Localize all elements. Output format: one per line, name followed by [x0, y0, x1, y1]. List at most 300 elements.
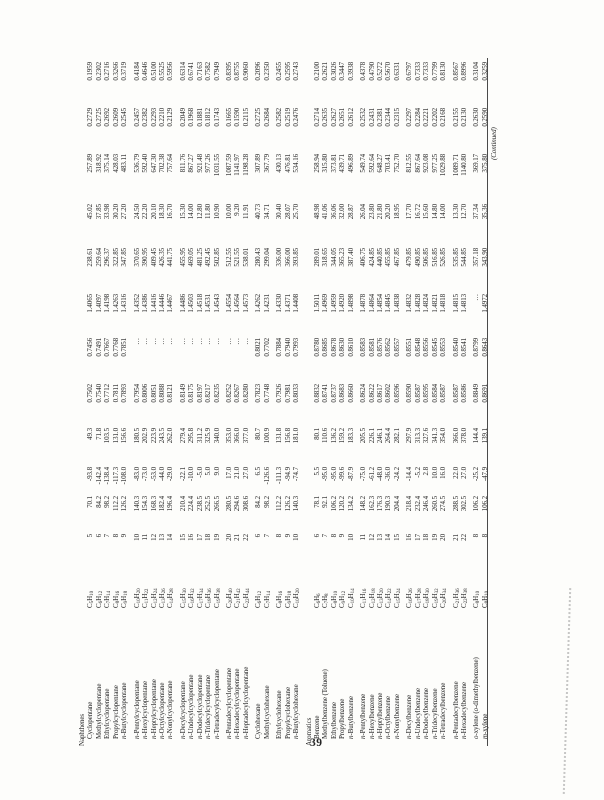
cell-formula: $C_{16}H_{26}$ — [405, 588, 415, 608]
table-row — [213, 58, 221, 746]
cell-vc: 921.48 — [195, 154, 204, 173]
cell-tb: 139.1 — [480, 428, 489, 444]
cell-vc: 534.16 — [292, 154, 301, 173]
cell-nc: 10 — [346, 534, 355, 541]
cell-tf: -5.0 — [195, 467, 204, 478]
cell-d: 0.8553 — [439, 338, 448, 357]
cell-n: 1.4330 — [275, 294, 284, 313]
cell-d: … — [241, 338, 250, 345]
cell-compound-name: n-Nonylcyclopentane — [166, 680, 175, 739]
cell-vc: 923.08 — [422, 154, 431, 173]
cell-sg: 0.7748 — [262, 384, 271, 403]
cell-n: 1.4518 — [195, 294, 204, 313]
cell-formula: $C_{14}H_{28}$ — [166, 588, 176, 608]
table-row — [368, 58, 376, 746]
cell-compound-name: Propylcyclohexane — [283, 687, 292, 739]
table-row — [196, 58, 204, 746]
cell-m: 140.3 — [292, 496, 301, 512]
cell-compound-name: n-Heptadecylcyclopentane — [241, 666, 250, 739]
cell-m: 106.2 — [480, 496, 489, 512]
cell-sg: 0.8587 — [439, 384, 448, 403]
cell-n: 1.4824 — [422, 294, 431, 313]
cell-zc: 0.2284 — [413, 108, 422, 127]
cell-tf: -94.9 — [283, 467, 292, 482]
cell-tc: 479.85 — [405, 248, 414, 267]
cell-compound-name: Ethylcyclohexane — [275, 690, 284, 739]
cell-zc: 0.2381 — [376, 108, 384, 127]
cell-d: … — [149, 338, 158, 345]
cell-compound-name: Cyclohexane — [254, 703, 263, 739]
table-row — [120, 58, 128, 746]
cell-nc: 18 — [422, 534, 431, 541]
cell-w: 0.1959 — [86, 62, 95, 81]
cell-compound-name: m-xylene — [480, 713, 489, 739]
cell-pc: 40.73 — [254, 204, 263, 220]
cell-n: 1.4554 — [225, 294, 233, 313]
cell-tb: 181.0 — [292, 428, 301, 444]
cell-compound-name: n-Pentadecylbenzene — [451, 681, 460, 739]
cell-n: 1.4813 — [459, 294, 468, 313]
cell-vc: 430.13 — [275, 154, 284, 173]
cell-sg: 0.8252 — [225, 384, 233, 403]
cell-tf: 5.5 — [312, 467, 321, 476]
cell-sg: 0.7981 — [283, 384, 292, 403]
cell-compound-name: n-Tetradecylcyclopentane — [212, 669, 221, 739]
cell-tb: 226.1 — [367, 428, 376, 444]
cell-n: 1.4969 — [321, 294, 330, 313]
cell-tf: 22.0 — [451, 467, 460, 479]
cell-vc: 1031.55 — [212, 154, 221, 177]
cell-tc: 424.85 — [367, 248, 376, 267]
cell-nc: 8 — [275, 534, 284, 538]
cell-tb: 279.4 — [178, 428, 187, 444]
cell-sg: 0.8683 — [338, 384, 347, 403]
table-row — [384, 58, 392, 746]
cell-sg: 0.8235 — [212, 384, 221, 403]
cell-compound-name: n-Dodecylbenzene — [422, 688, 431, 739]
cell-d: … — [178, 338, 187, 345]
cell-pc: 16.70 — [166, 204, 175, 220]
cell-w: 0.5272 — [376, 62, 384, 81]
cell-pc: 17.70 — [405, 204, 414, 220]
table-row — [338, 58, 346, 746]
cell-nc: 8 — [472, 534, 481, 538]
cell-d: 0.8581 — [367, 338, 376, 357]
cell-tc: 481.25 — [195, 248, 204, 267]
cell-compound-name: n-Undecylcyclopentane — [187, 674, 196, 739]
cell-zc: 0.1881 — [195, 108, 204, 127]
cell-d: 0.7456 — [86, 338, 95, 357]
cell-sg: 0.8217 — [204, 384, 213, 403]
table-row — [376, 58, 384, 746]
cell-w: 0.2302 — [94, 62, 103, 81]
group-gap — [489, 58, 493, 746]
cell-vc: 592.64 — [367, 154, 376, 173]
cell-vc: 369.17 — [472, 154, 481, 173]
cell-m: 154.3 — [141, 496, 150, 512]
cell-m: 168.3 — [149, 496, 158, 512]
cell-nc: 7 — [262, 534, 271, 538]
cell-tc: 344.05 — [329, 248, 338, 267]
cell-vc: 428.03 — [111, 154, 120, 173]
cell-formula: $C_{15}H_{30}$ — [178, 588, 188, 608]
cell-d: 0.8678 — [329, 338, 338, 357]
cell-tf: 21.0 — [233, 467, 242, 479]
cell-zc: 0.2049 — [178, 108, 187, 127]
table-row — [112, 58, 120, 746]
cell-n: 1.4854 — [376, 294, 384, 313]
cell-tf: 16.0 — [439, 467, 448, 479]
cell-zc: 0.1812 — [204, 108, 213, 127]
cell-d: 0.8780 — [312, 338, 321, 357]
cell-tf: -99.6 — [338, 467, 347, 482]
cell-tb: 156.8 — [283, 428, 292, 444]
cell-tc: 299.04 — [262, 248, 271, 267]
cell-w: 0.2100 — [312, 62, 321, 81]
cell-m: 126.2 — [120, 496, 129, 512]
cell-pc: 18.95 — [392, 204, 401, 220]
cell-pc: 18.30 — [157, 204, 166, 220]
cell-formula: $C_{12}H_{18}$ — [367, 588, 377, 608]
cell-w: 0.2743 — [292, 62, 301, 81]
cell-tf: -138.4 — [103, 467, 112, 485]
cell-sg: 0.8622 — [367, 384, 376, 403]
cell-m: 274.5 — [439, 496, 448, 512]
cell-n: 1.4352 — [132, 294, 141, 313]
table-row — [284, 58, 292, 746]
cell-pc: 30.40 — [275, 204, 284, 220]
cell-nc: 18 — [204, 534, 213, 541]
cell-sg: 0.7540 — [94, 384, 103, 403]
cell-n: 1.4838 — [392, 294, 401, 313]
cell-tc: 506.85 — [422, 248, 431, 267]
cell-m: 106.2 — [329, 496, 338, 512]
cell-nc: 20 — [225, 534, 233, 541]
cell-formula: $C_8H_{10}$ — [329, 590, 339, 608]
cell-sg: 0.7926 — [275, 384, 284, 403]
cell-d: 0.7851 — [120, 338, 129, 357]
cell-nc: 11 — [359, 534, 368, 541]
cell-w: 0.5525 — [157, 62, 166, 81]
cell-tc: 343.90 — [480, 248, 489, 267]
cell-w: 0.4646 — [141, 62, 150, 81]
cell-tb: 377.0 — [241, 428, 250, 444]
cell-tb: 311.2 — [195, 428, 204, 443]
cell-formula: $C_8H_{16}$ — [111, 590, 121, 608]
table-row — [141, 58, 149, 746]
cell-compound-name: n-Pentadecylcyclopentane — [225, 667, 233, 739]
table-row — [359, 58, 367, 746]
table-row — [321, 58, 329, 746]
cell-sg: 0.8280 — [241, 384, 250, 403]
cell-d: … — [225, 338, 233, 345]
cell-nc: 6 — [254, 534, 263, 538]
cell-m: 70.1 — [86, 496, 95, 508]
cell-formula: $C_{13}H_{26}$ — [157, 588, 168, 608]
cell-zc: 0.1968 — [187, 108, 196, 127]
cell-n: 1.4097 — [94, 294, 103, 313]
cell-d: 0.8583 — [359, 338, 368, 357]
cell-sg: 0.8587 — [413, 384, 422, 403]
cell-m: 92.1 — [321, 496, 330, 508]
cell-tb: 100.9 — [262, 428, 271, 444]
cell-w: 0.6331 — [392, 62, 401, 81]
cell-tb: 353.0 — [225, 428, 233, 444]
cell-w: 0.8395 — [225, 62, 233, 81]
cell-pc: 45.02 — [86, 204, 95, 220]
cell-w: 0.2621 — [321, 62, 330, 81]
cell-zc: 0.2590 — [480, 108, 489, 127]
cell-n: 1.4845 — [384, 294, 393, 313]
cell-tc: 280.43 — [254, 248, 263, 267]
cell-zc: 0.2725 — [254, 108, 263, 127]
cell-sg: 0.8033 — [292, 384, 301, 403]
cell-vc: 1198.28 — [241, 154, 250, 176]
cell-m: 288.5 — [451, 496, 460, 512]
cell-m: 134.2 — [346, 496, 355, 512]
cell-d: 0.7993 — [292, 338, 301, 357]
cell-tb: 180.5 — [132, 428, 141, 444]
cell-m: 162.3 — [367, 496, 376, 512]
section-header-aromatics — [305, 58, 313, 746]
cell-tf: -24.2 — [392, 467, 401, 482]
cell-nc: 10 — [292, 534, 301, 541]
cell-n: 1.4486 — [178, 294, 187, 313]
cell-sg: 0.8088 — [157, 384, 166, 403]
cell-tb: 366.0 — [451, 428, 460, 444]
cell-nc: 22 — [241, 534, 250, 541]
cell-sg: 0.7502 — [86, 384, 95, 403]
cell-m: 218.4 — [405, 496, 414, 512]
cell-m: 224.4 — [187, 496, 196, 512]
cell-compound-name: n-Heptylbenzene — [376, 692, 384, 739]
cell-zc: 0.2210 — [157, 108, 166, 127]
cell-m: 252.5 — [204, 496, 213, 512]
cell-tb: 262.0 — [166, 428, 175, 444]
cell-vc: 483.11 — [120, 154, 129, 173]
cell-zc: 0.2714 — [312, 108, 321, 127]
cell-vc: 1029.88 — [439, 154, 448, 177]
cell-tf: -111.3 — [275, 467, 284, 484]
cell-zc: 0.2130 — [459, 108, 468, 127]
cell-w: 0.4790 — [367, 62, 376, 81]
cell-nc: 6 — [94, 534, 103, 538]
cell-nc: 6 — [312, 534, 321, 538]
cell-sg: 0.8006 — [141, 384, 150, 403]
cell-compound-name: Ethylcyclopentane — [103, 688, 112, 739]
cell-formula: $C_{11}H_{16}$ — [359, 588, 369, 608]
cell-compound-name: n-Hexadecylbenzene — [459, 682, 468, 739]
cell-zc: 0.2221 — [422, 108, 431, 127]
table-row — [158, 58, 166, 746]
cell-tc: 467.85 — [392, 248, 401, 267]
cell-compound-name: n-Dodecylcyclopentane — [195, 674, 204, 739]
cell-vc: 757.64 — [166, 154, 175, 173]
cell-vc: 1087.59 — [225, 154, 233, 177]
cell-formula: $C_{20}H_{34}$ — [439, 588, 449, 608]
cell-pc: 37.34 — [472, 204, 481, 220]
cell-w: 0.8996 — [459, 62, 468, 81]
cell-d: 0.8610 — [346, 338, 355, 357]
cell-nc: 15 — [178, 534, 187, 541]
cell-formula: $C_8H_{16}$ — [275, 590, 285, 608]
cell-n: 1.4821 — [430, 294, 439, 313]
cell-nc: 9 — [338, 534, 347, 538]
cell-vc: 592.40 — [141, 154, 150, 173]
cell-m: 246.4 — [422, 496, 431, 512]
cell-tc: 365.23 — [338, 248, 347, 267]
cell-zc: 0.2651 — [338, 108, 347, 127]
cell-tf: 27.0 — [241, 467, 250, 479]
cell-formula: $C_6H_{12}$ — [94, 590, 104, 608]
cell-formula: $C_{10}H_{20}$ — [292, 588, 302, 608]
cell-tc: 455.85 — [384, 248, 393, 267]
cell-d: 0.8556 — [422, 338, 431, 357]
cell-pc: 34.71 — [262, 204, 271, 220]
cell-formula: $C_{22}H_{44}$ — [241, 588, 251, 608]
cell-tb: 80.1 — [312, 428, 321, 440]
table-row — [472, 58, 480, 746]
crease-dots-artifact — [563, 588, 571, 794]
cell-formula: $C_{22}H_{38}$ — [459, 588, 470, 608]
cell-tc: 441.75 — [166, 248, 175, 267]
cell-w: 0.7582 — [204, 62, 213, 81]
cell-tf: -61.2 — [367, 467, 376, 482]
cell-w: 0.3104 — [472, 62, 481, 81]
cell-tf: -87.9 — [346, 467, 355, 482]
cell-zc: 0.2297 — [405, 108, 414, 127]
cell-sg: 0.8741 — [321, 384, 330, 403]
cell-w: 0.5956 — [166, 62, 175, 81]
cell-tc: 289.01 — [312, 248, 321, 267]
cell-nc: 11 — [141, 534, 150, 541]
cell-pc: 10.00 — [225, 204, 233, 220]
cell-n: 1.4408 — [292, 294, 301, 313]
cell-nc: 5 — [86, 534, 95, 538]
cell-tc: 366.00 — [283, 248, 292, 267]
cell-vc: 1140.80 — [459, 154, 468, 176]
cell-compound-name: n-Hexylcyclopentane — [141, 681, 150, 739]
cell-formula: $C_{21}H_{36}$ — [451, 588, 461, 608]
cell-tf: 10.0 — [430, 467, 439, 479]
cell-n: 1.4371 — [283, 294, 292, 313]
cell-tf: -74.7 — [292, 467, 301, 482]
cell-tb: 80.7 — [254, 428, 263, 440]
cell-m: 126.2 — [283, 496, 292, 512]
cell-pc: 28.87 — [346, 204, 355, 220]
cell-zc: 0.2168 — [439, 108, 448, 127]
cell-n: 1.4818 — [439, 294, 448, 313]
cell-w: 0.3719 — [120, 62, 129, 81]
cell-tb: 156.6 — [120, 428, 129, 444]
cell-w: 0.8755 — [233, 62, 242, 81]
cell-m: 238.5 — [195, 496, 204, 512]
cell-compound-name: n-Butylbenzene — [346, 696, 355, 739]
cell-tc: 406.75 — [359, 248, 368, 267]
cell-tf: -10.0 — [187, 467, 196, 482]
cell-tf: 6.5 — [254, 467, 263, 476]
cell-tb: 297.9 — [405, 428, 414, 444]
cell-tf: -44.0 — [157, 467, 166, 482]
cell-sg: 0.8595 — [422, 384, 431, 403]
cell-n: 1.4531 — [204, 294, 213, 313]
cell-tb: 378.0 — [459, 428, 468, 444]
cell-d: 0.8551 — [405, 338, 414, 357]
cell-formula: $C_7H_{14}$ — [262, 590, 272, 608]
section-header-label: Naphthenes — [78, 713, 86, 746]
cell-tb: 202.9 — [141, 428, 150, 444]
cell-tb: 366.0 — [233, 428, 242, 444]
cell-tf: -25.2 — [472, 467, 481, 482]
cell-tc: 516.85 — [430, 248, 439, 267]
cell-sg: 0.8832 — [312, 384, 321, 403]
cell-zc: 0.2532 — [359, 108, 368, 127]
cell-d: 0.7940 — [283, 338, 292, 357]
cell-sg: 0.7893 — [120, 384, 129, 403]
cell-sg: 0.8849 — [472, 384, 481, 403]
cell-tf: 5.0 — [204, 467, 213, 476]
cell-formula: $C_8H_{10}$ — [472, 590, 482, 608]
cell-zc: 0.2457 — [132, 108, 141, 127]
cell-tf: -73.0 — [141, 467, 150, 482]
table-row — [313, 58, 321, 746]
cell-vc: 549.74 — [359, 154, 368, 173]
cell-n: 1.4564 — [233, 294, 242, 313]
cell-tf: 17.0 — [225, 467, 233, 479]
cell-zc: 0.2684 — [262, 108, 271, 127]
cell-tc: 370.65 — [132, 248, 141, 267]
cell-tc: 502.85 — [212, 248, 221, 267]
cell-tf: -95.0 — [321, 467, 330, 482]
table-row — [242, 58, 250, 746]
cell-w: 0.5100 — [149, 62, 158, 81]
cell-tf: -14.4 — [405, 467, 414, 482]
cell-n: 1.4543 — [212, 294, 221, 313]
cell-formula: $C_{19}H_{32}$ — [430, 588, 440, 608]
cell-w: 0.7333 — [422, 62, 431, 81]
cell-m: 182.4 — [157, 496, 166, 512]
cell-pc: 11.80 — [204, 204, 213, 219]
cell-formula: $C_{17}H_{34}$ — [195, 588, 205, 608]
cell-w: 0.9060 — [241, 62, 250, 81]
cell-tf: -142.4 — [94, 467, 103, 485]
cell-d: 0.7702 — [262, 338, 271, 357]
table-row — [347, 58, 355, 746]
cell-pc: 41.06 — [321, 204, 330, 220]
cell-tc: 538.01 — [241, 248, 250, 267]
cell-m: 280.5 — [225, 496, 233, 512]
table-row — [422, 58, 430, 746]
cell-n: 1.4316 — [120, 294, 129, 313]
cell-formula: $C_{19}H_{38}$ — [212, 588, 222, 608]
cell-vc: 367.79 — [262, 154, 271, 173]
cell-n: 1.4878 — [359, 294, 368, 313]
cell-vc: 1089.71 — [451, 154, 460, 177]
cell-pc: 12.80 — [195, 204, 204, 220]
cell-vc: 258.94 — [312, 154, 321, 173]
cell-w: 0.7799 — [430, 62, 439, 81]
cell-n: 1.4828 — [413, 294, 422, 313]
cell-sg: 0.8602 — [384, 384, 393, 403]
cell-vc: 811.76 — [178, 154, 187, 173]
cell-compound-name: Methylcyclopentane — [94, 683, 103, 739]
cell-m: 260.5 — [430, 496, 439, 512]
cell-n: … — [472, 294, 481, 301]
cell-tc: 426.35 — [157, 248, 166, 267]
table-row — [133, 58, 141, 746]
cell-pc: 23.80 — [367, 204, 376, 220]
cell-compound-name: Cyclopentane — [86, 701, 95, 739]
